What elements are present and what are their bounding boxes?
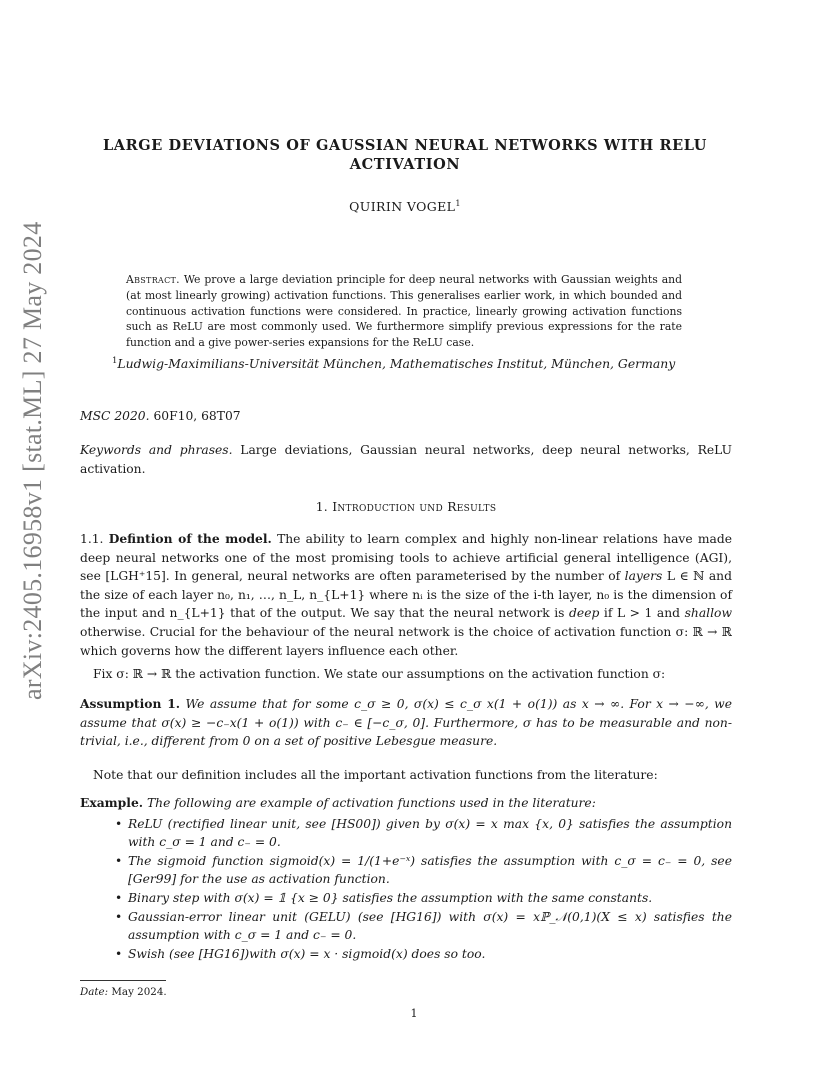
msc-label: MSC 2020. xyxy=(80,409,150,423)
title-line-2: ACTIVATION xyxy=(349,156,461,173)
abstract xyxy=(126,272,682,351)
list-item: • ReLU (rectified linear unit, see [HS00]) given by σ(x) = x max {x, 0} satisfies the assumption with c_σ = 1 and c₋ = 0. xyxy=(80,815,732,852)
assumption-label: Assumption 1. xyxy=(80,696,181,711)
arxiv-identifier: arXiv:2405.16958v1 [stat.ML] 27 May 2024 xyxy=(18,221,47,700)
abstract-label: Abstract. xyxy=(126,273,180,286)
title-line-1: LARGE DEVIATIONS OF GAUSSIAN NEURAL NETWORKS WITH RELU xyxy=(102,137,708,154)
paragraph-fix-sigma: Fix σ: ℝ → ℝ the activation function. We state our assumptions on the activation function σ: xyxy=(93,667,666,681)
footnote-text: May 2024. xyxy=(111,986,167,998)
abstract-text: We prove a large deviation principle for deep neural networks with Gaussian weights and (at most linearly growing) activation functions. This generalises earlier work, in which bounded and continuous activation functions were considered. In practice, linearly growing activation functions such as ReLU are most commonly used. We furthermore simplify previous expressions for the rate function and a give power-series expansions for the ReLU case. xyxy=(126,273,682,350)
list-item: • Gaussian-error linear unit (GELU) (see [HG16]) with σ(x) = xℙ_𝒩(0,1)(X ≤ x) satisfies the assumption with c_σ = 1 and c₋ = 0. xyxy=(80,908,732,945)
p1-part-d: otherwise. Crucial for the behaviour of the neural network is the choice of activation function σ: ℝ → ℝ which governs how the different layers influence each other. xyxy=(80,624,732,658)
keywords-text: Large deviations, Gaussian neural networks, deep neural networks, ReLU activation. xyxy=(80,443,732,476)
subsection-number: 1.1. xyxy=(80,532,104,546)
list-item: • Swish (see [HG16])with σ(x) = x · sigmoid(x) does so too. xyxy=(80,945,732,964)
author xyxy=(80,199,730,214)
keywords xyxy=(80,441,732,478)
example-heading xyxy=(80,794,732,813)
author-sup: 1 xyxy=(455,199,461,208)
paragraph-model xyxy=(80,530,732,660)
author-name: QUIRIN VOGEL xyxy=(349,199,456,215)
affiliation-sup: 1 xyxy=(112,356,118,366)
msc-line xyxy=(80,407,732,426)
page-number: 1 xyxy=(410,1007,418,1020)
footnote-label: Date: xyxy=(80,986,109,998)
msc-codes: 60F10, 68T07 xyxy=(153,409,241,423)
keywords-label: Keywords and phrases. xyxy=(80,443,233,457)
p1-layers: layers xyxy=(624,569,663,584)
p1-part-a: The ability to learn complex and highly non-linear relations have made deep neural networks one of the most promising tools to achieve artificial general intelligence (AGI), see [LGH⁺15]. In general, neural networks are often parameterised by the number of xyxy=(80,532,732,584)
example-block xyxy=(80,794,732,963)
list-item: • Binary step with σ(x) = 𝟙 {x ≥ 0} satisfies the assumption with the same constants. xyxy=(80,889,732,908)
p1-deep: deep xyxy=(569,606,600,621)
affiliation-text: Ludwig-Maximilians-Universität München, Mathematisches Institut, München, Germany xyxy=(117,356,676,372)
footnote-rule xyxy=(80,980,166,981)
assumption-text: We assume that for some c_σ ≥ 0, σ(x) ≤ c_σ x(1 + o(1)) as x → ∞. For x → −∞, we assume that σ(x) ≥ −c₋x(1 + o(1)) with c₋ ∈ [−c_σ, 0]. Furthermore, σ has to be measurable and non-trivial, i.e., different from 0 on a set of positive Lebesgue measure. xyxy=(80,697,732,749)
p1-part-c: if L > 1 and xyxy=(603,606,681,621)
footnote xyxy=(80,986,167,998)
list-item: • The sigmoid function sigmoid(x) = 1/(1+e⁻ˣ) satisfies the assumption with c_σ = c₋ = 0, see [Ger99] for the use as activation function. xyxy=(80,852,732,889)
p1-part-b: L ∈ ℕ and the size of each layer n₀, n₁, …, n_L, n_{L+1} where nᵢ is the size of the i-th layer, n₀ is the dimension of the input and n_{L+1} that of the output. We say that the neural network is xyxy=(80,569,732,621)
example-intro: The following are example of activation functions used in the literature: xyxy=(146,796,596,810)
subsection-title: Defintion of the model. xyxy=(108,531,272,546)
paper-title xyxy=(80,136,730,174)
example-label: Example. xyxy=(80,795,144,810)
example-list xyxy=(80,815,732,964)
section-heading: 1. Introduction und Results xyxy=(315,500,497,514)
assumption-1 xyxy=(80,695,732,751)
affiliation xyxy=(112,356,712,371)
paragraph-note: Note that our definition includes all the important activation functions from the literature: xyxy=(93,768,658,782)
p1-shallow: shallow xyxy=(684,606,732,621)
